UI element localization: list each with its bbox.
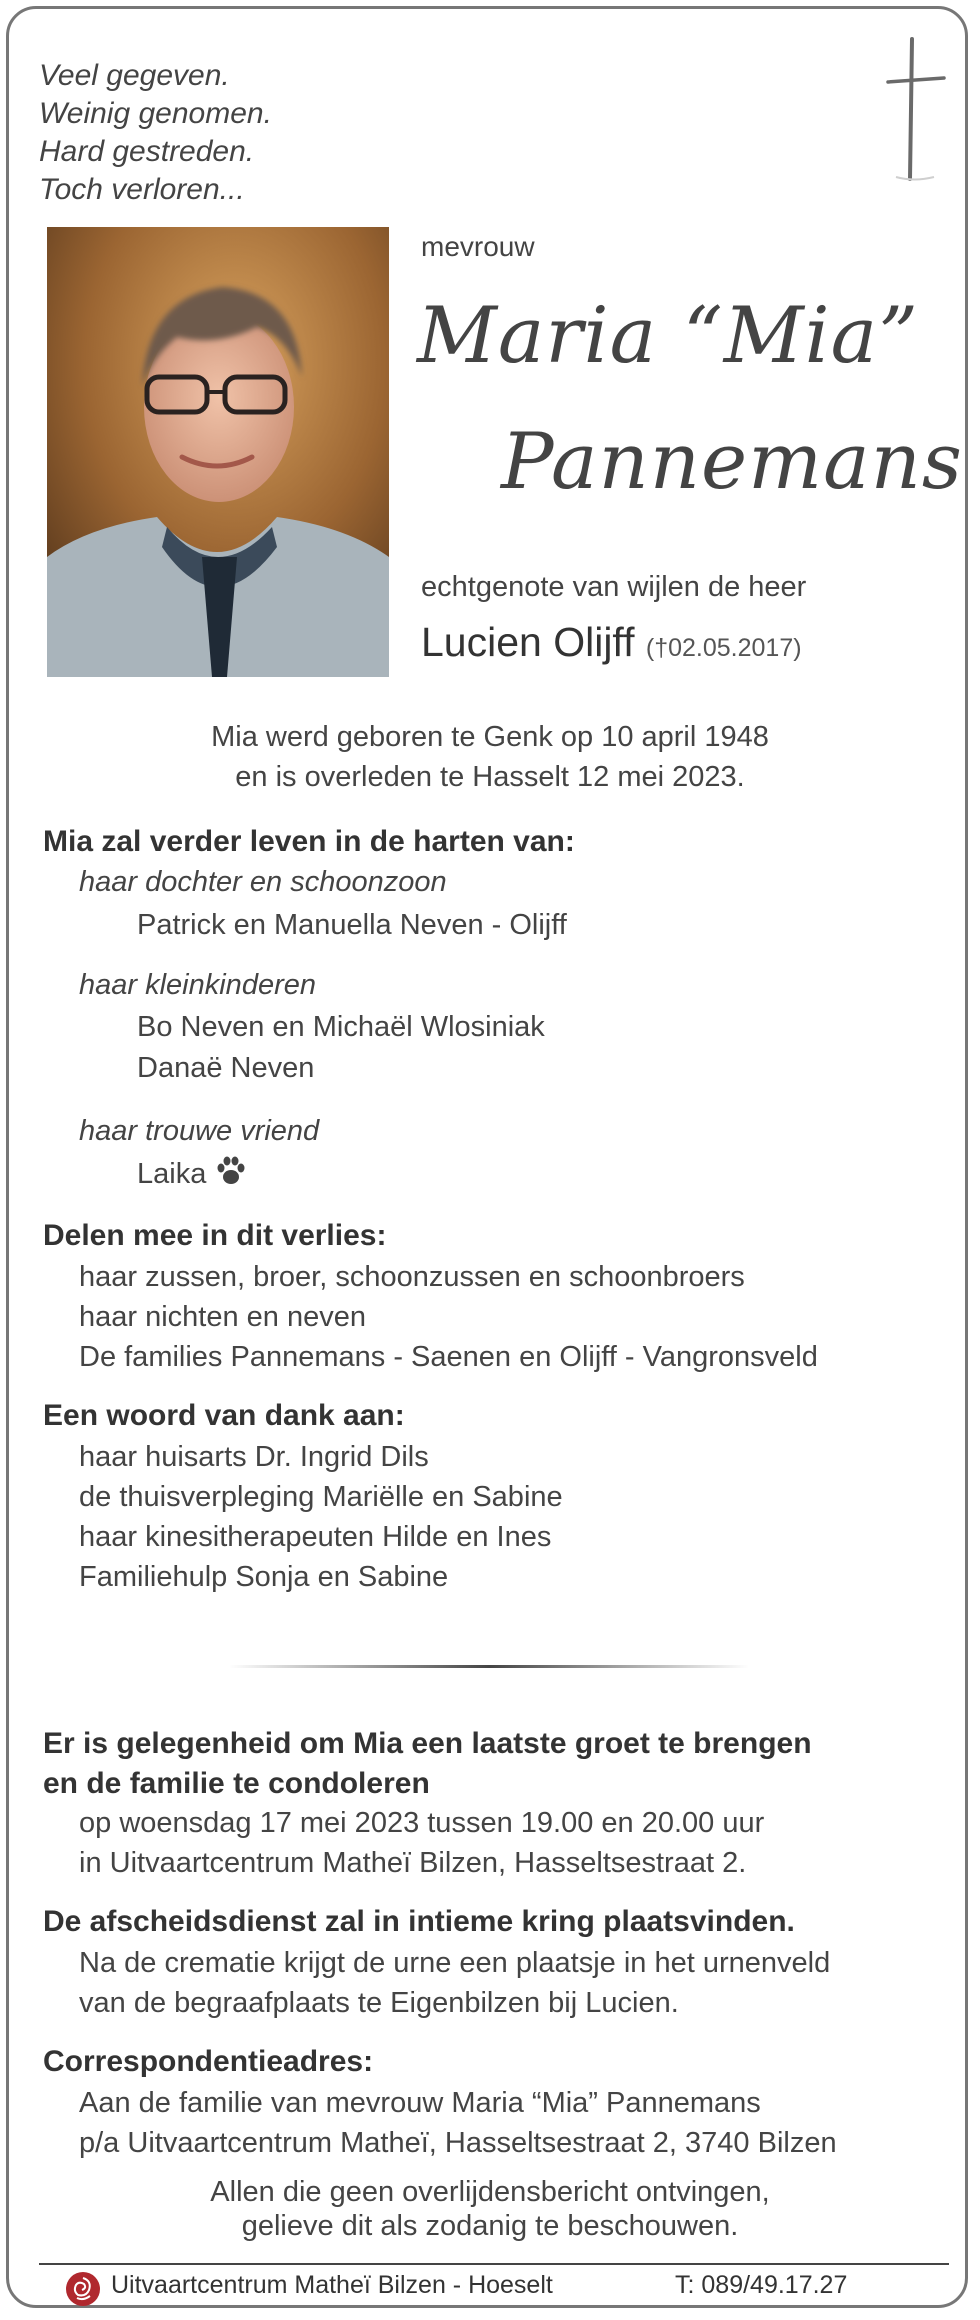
service-line: van de begraafplaats te Eigenbilzen bij Lucien. xyxy=(79,1987,679,2019)
poem-line: Veel gegeven. xyxy=(39,59,230,92)
thanks-line: haar huisarts Dr. Ingrid Dils xyxy=(79,1441,429,1473)
relation-label: haar dochter en schoonzoon xyxy=(79,866,447,898)
visit-line: op woensdag 17 mei 2023 tussen 19.00 en 20.00 uur xyxy=(79,1807,765,1839)
correspondence-line: p/a Uitvaartcentrum Matheï, Hasseltsestraat 2, 3740 Bilzen xyxy=(79,2127,837,2159)
poem xyxy=(39,57,272,209)
relative-name: Patrick en Manuella Neven - Olijff xyxy=(137,909,567,941)
birth-line: Mia werd geboren te Genk op 10 april 1948 xyxy=(211,721,769,753)
service-heading: De afscheidsdienst zal in intieme kring plaatsvinden. xyxy=(43,1905,795,1938)
service-line: Na de crematie krijgt de urne een plaatsje in het urnenveld xyxy=(79,1947,831,1979)
survivors-heading: Mia zal verder leven in de harten van: xyxy=(43,825,575,858)
death-line: en is overleden te Hasselt 12 mei 2023. xyxy=(235,761,745,793)
section-divider xyxy=(229,1665,749,1668)
poem-line: Toch verloren... xyxy=(39,173,245,206)
title-prefix: mevrouw xyxy=(421,231,535,262)
relative-name: Danaë Neven xyxy=(137,1052,315,1084)
notice-line: Allen die geen overlijdensbericht ontvingen, xyxy=(210,2176,770,2208)
rose-logo-icon xyxy=(65,2271,101,2307)
notice-line: gelieve dit als zodanig te beschouwen. xyxy=(241,2210,739,2242)
paw-icon xyxy=(214,1155,248,1187)
share-heading: Delen mee in dit verlies: xyxy=(43,1219,387,1252)
spouse-name: Lucien Olijff xyxy=(421,619,635,665)
visit-heading: en de familie te condoleren xyxy=(43,1767,430,1800)
birth-death-info xyxy=(9,717,971,797)
share-line: haar nichten en neven xyxy=(79,1301,366,1333)
pet-name: Laika xyxy=(137,1158,207,1190)
pet-line xyxy=(137,1154,248,1195)
visit-heading: Er is gelegenheid om Mia een laatste groet te brengen xyxy=(43,1727,812,1760)
cross-icon xyxy=(874,34,954,184)
footer-divider xyxy=(39,2263,949,2265)
correspondence-heading: Correspondentieadres: xyxy=(43,2045,374,2078)
share-line: haar zussen, broer, schoonzussen en schoonbroers xyxy=(79,1261,745,1293)
deceased-last-name: Pannemans xyxy=(501,417,963,507)
poem-line: Hard gestreden. xyxy=(39,135,255,168)
thanks-line: de thuisverpleging Mariëlle en Sabine xyxy=(79,1481,563,1513)
spouse-line xyxy=(421,619,802,666)
share-line: De families Pannemans - Saenen en Olijff - Vangronsveld xyxy=(79,1341,818,1373)
obituary-card xyxy=(6,6,968,2308)
relation-label: haar trouwe vriend xyxy=(79,1115,320,1147)
spouse-intro: echtgenote van wijlen de heer xyxy=(421,571,807,603)
spouse-death-date: (†02.05.2017) xyxy=(645,634,802,662)
correspondence-line: Aan de familie van mevrouw Maria “Mia” Pannemans xyxy=(79,2087,761,2119)
funeral-home-phone: T: 089/49.17.27 xyxy=(675,2271,848,2299)
visit-line: in Uitvaartcentrum Matheï Bilzen, Hasseltsestraat 2. xyxy=(79,1847,747,1879)
portrait-photo xyxy=(47,227,389,677)
poem-line: Weinig genomen. xyxy=(39,97,272,130)
thanks-heading: Een woord van dank aan: xyxy=(43,1399,405,1432)
deceased-first-name: Maria “Mia” xyxy=(417,291,919,381)
relation-label: haar kleinkinderen xyxy=(79,969,316,1001)
relative-name: Bo Neven en Michaël Wlosiniak xyxy=(137,1011,545,1043)
thanks-line: Familiehulp Sonja en Sabine xyxy=(79,1561,449,1593)
funeral-home-name: Uitvaartcentrum Matheï Bilzen - Hoeselt xyxy=(111,2271,553,2299)
thanks-line: haar kinesitherapeuten Hilde en Ines xyxy=(79,1521,552,1553)
notice xyxy=(9,2175,971,2243)
